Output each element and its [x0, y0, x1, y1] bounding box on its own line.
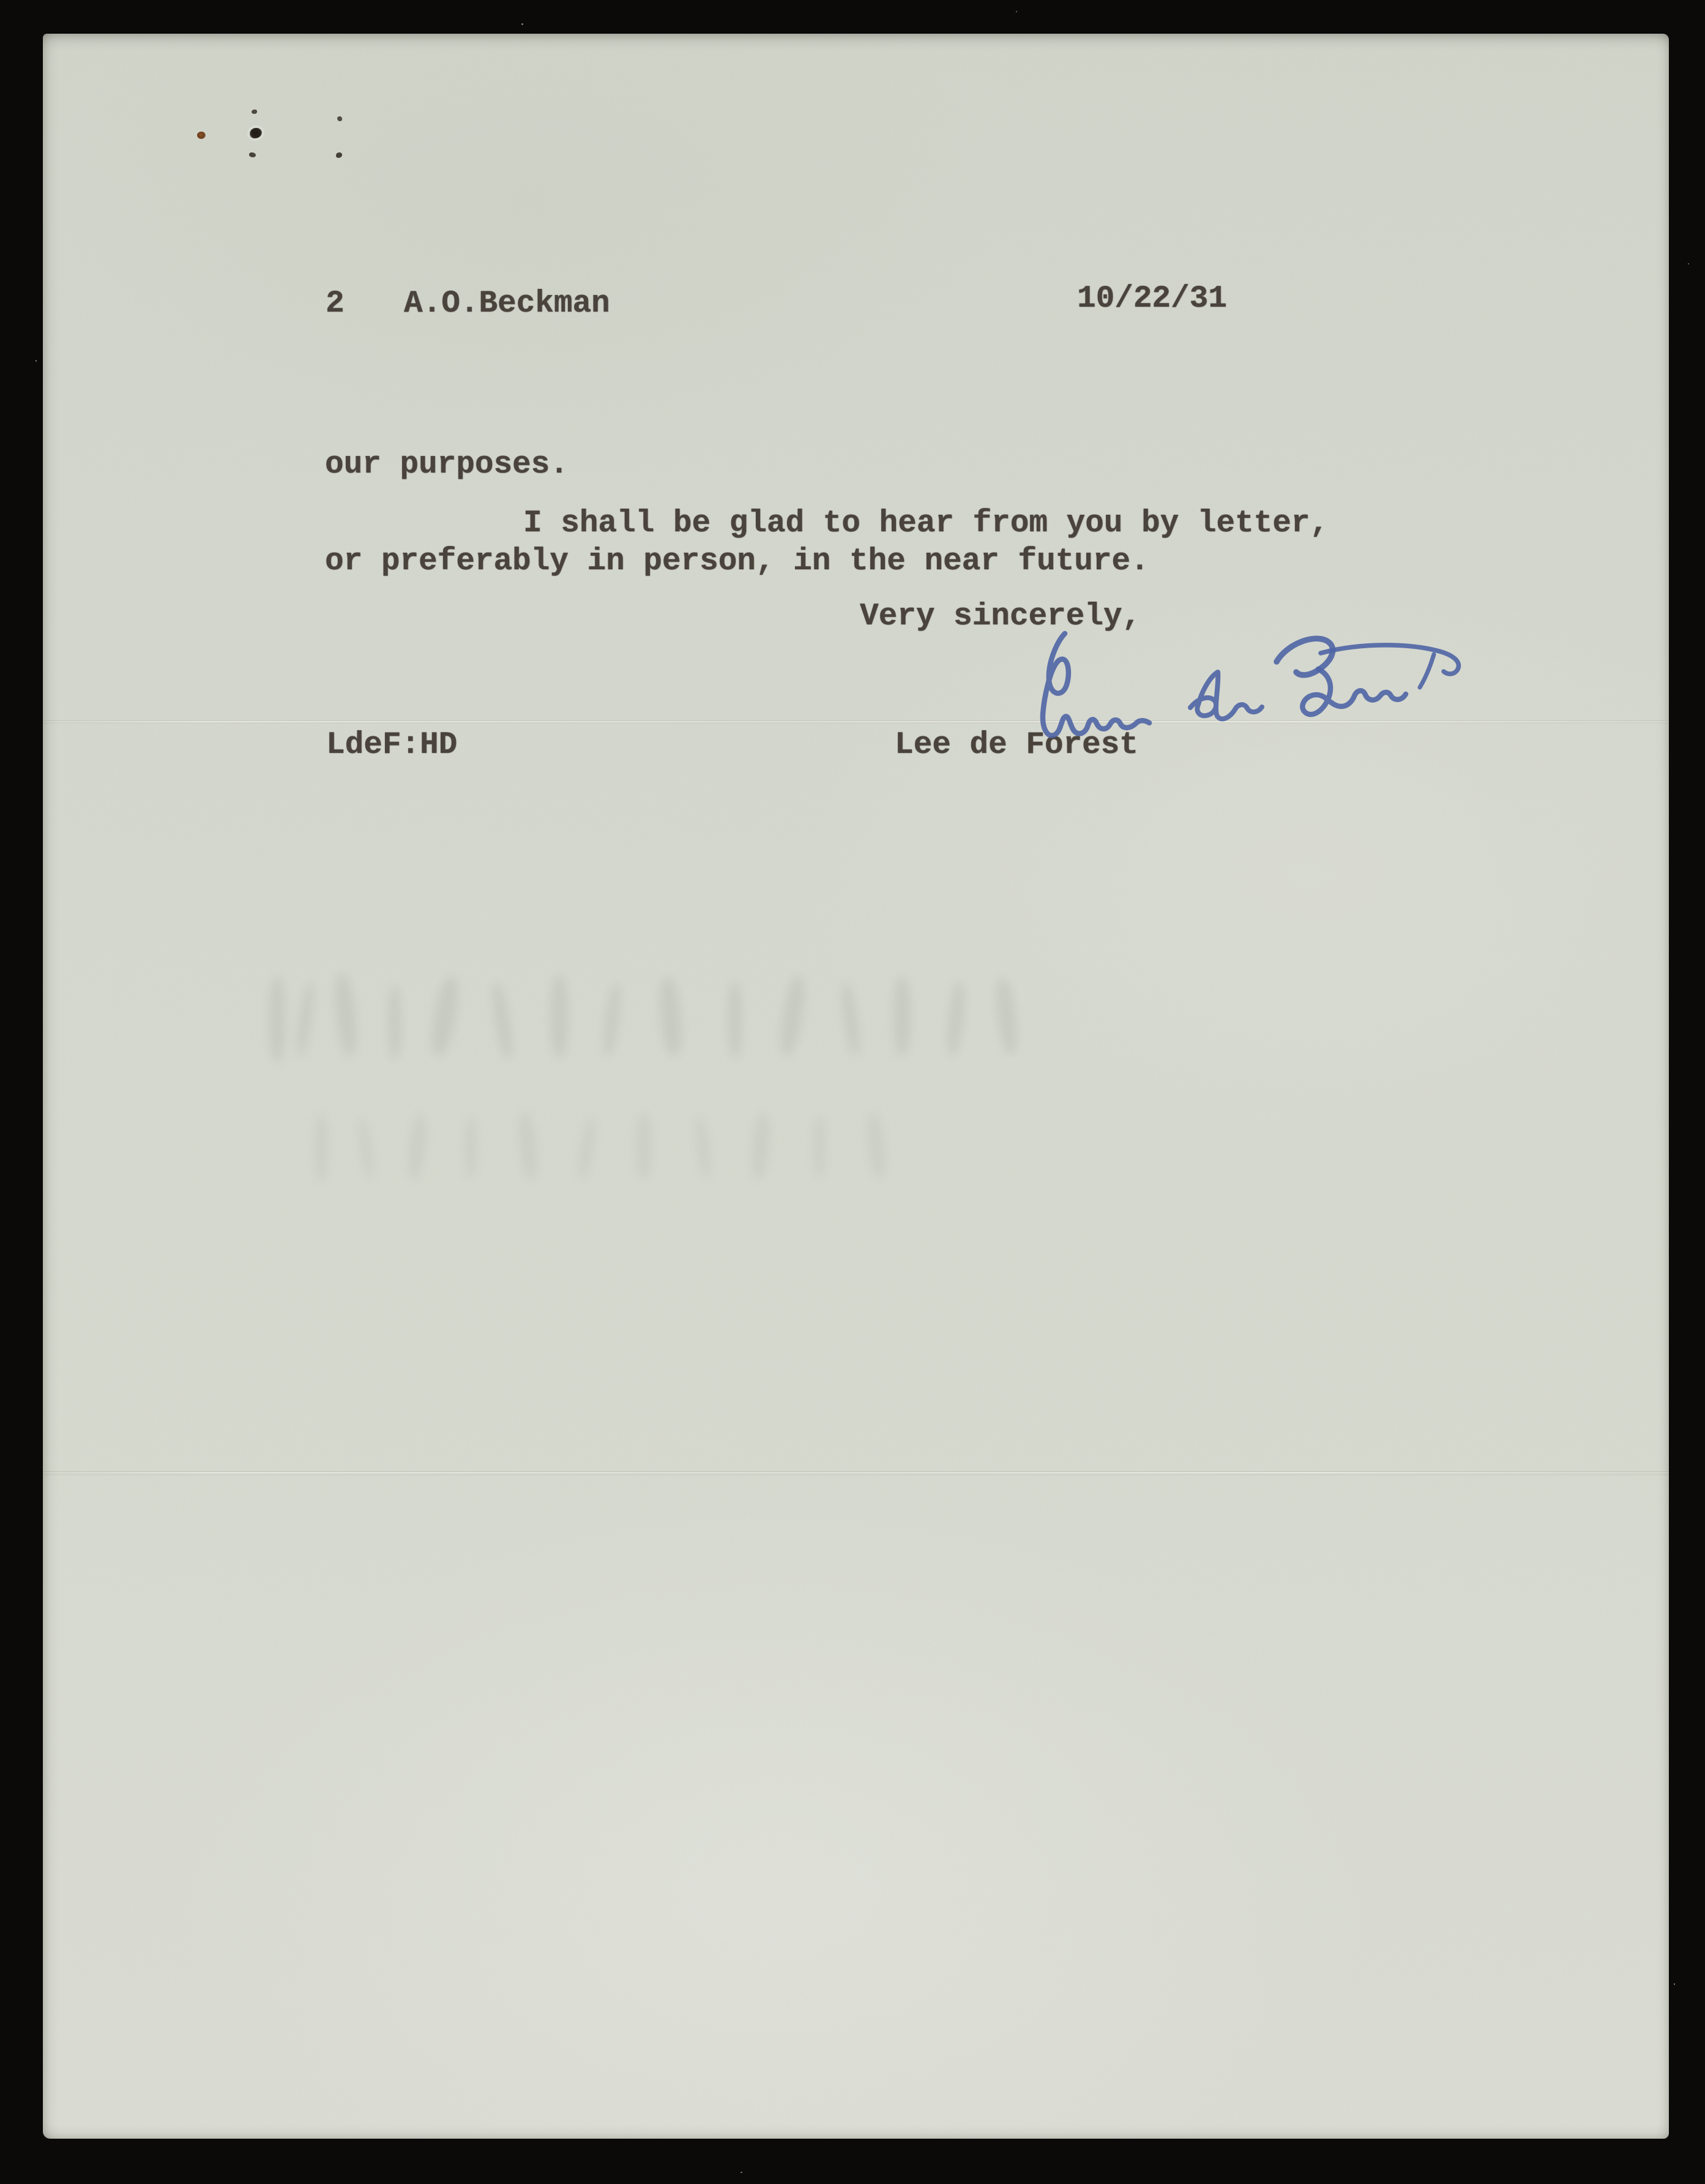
rust-stain: [197, 132, 206, 139]
ghost-mark: [728, 981, 742, 1058]
ghost-mark: [315, 1114, 327, 1181]
ghost-mark: [777, 974, 808, 1056]
ghost-mark: [406, 1113, 428, 1181]
ghost-mark: [465, 1117, 476, 1178]
ghost-mark: [694, 1116, 712, 1178]
ghost-mark: [636, 1113, 651, 1180]
signature-stroke-f-head: [1277, 638, 1333, 675]
body-line-1: I shall be glad to hear from you by letter,: [523, 506, 1329, 541]
ghost-mark: [945, 981, 968, 1056]
signature-stroke-tcross: [1420, 654, 1434, 687]
pin-mark: [336, 152, 342, 158]
signature-stroke-orest: [1302, 669, 1406, 714]
reference-initials: LdeF:HD: [326, 728, 458, 763]
valediction: Very sincerely,: [860, 599, 1141, 634]
ghost-mark: [295, 982, 316, 1056]
ghost-mark: [551, 975, 568, 1058]
ghost-mark: [750, 1113, 771, 1180]
dust-speck: [1016, 11, 1017, 12]
body-paragraph-end: our purposes.: [325, 447, 569, 482]
dust-speck: [35, 360, 37, 362]
ghost-mark: [332, 973, 359, 1056]
pin-mark: [337, 116, 342, 121]
dust-speck: [741, 2172, 742, 2173]
bleed-through-ghost: [263, 964, 1047, 1074]
signature-stroke-lee: [1043, 634, 1149, 736]
pin-mark: [249, 152, 256, 157]
ghost-mark: [490, 982, 515, 1060]
ghost-mark: [602, 983, 622, 1056]
body-line-2: or preferably in person, in the near future.: [325, 544, 1149, 579]
letter-page: [43, 34, 1669, 2139]
handwritten-signature-lee-de-forest: [1004, 616, 1469, 748]
ghost-mark: [866, 1113, 887, 1179]
dust-speck: [1688, 263, 1689, 264]
ghost-mark: [389, 985, 401, 1059]
fold-crease-lower: [43, 1472, 1669, 1473]
signature-stroke-de: [1190, 672, 1262, 719]
signature-stroke-tbar: [1321, 645, 1458, 674]
ghost-mark: [993, 977, 1020, 1056]
paper-grain-texture: [43, 34, 1669, 2139]
page-number: 2: [326, 286, 345, 321]
ink-blot: [250, 128, 262, 138]
ghost-mark: [814, 1116, 825, 1178]
ghost-mark: [428, 975, 462, 1057]
ghost-mark: [657, 977, 684, 1056]
recipient-name: A.O.Beckman: [404, 286, 610, 321]
ghost-mark: [357, 1118, 375, 1180]
letter-date: 10/22/31: [1077, 282, 1227, 316]
ghost-mark: [576, 1116, 597, 1180]
ghost-mark: [894, 976, 911, 1056]
pin-mark: [252, 110, 257, 114]
ghost-mark: [517, 1112, 540, 1181]
ghost-mark: [269, 976, 285, 1062]
dust-speck: [521, 23, 523, 25]
ghost-mark: [840, 982, 862, 1056]
typed-signature-name: Lee de Forest: [895, 728, 1138, 763]
dust-speck: [1674, 1983, 1675, 1985]
bleed-through-ghost: [306, 1099, 942, 1197]
